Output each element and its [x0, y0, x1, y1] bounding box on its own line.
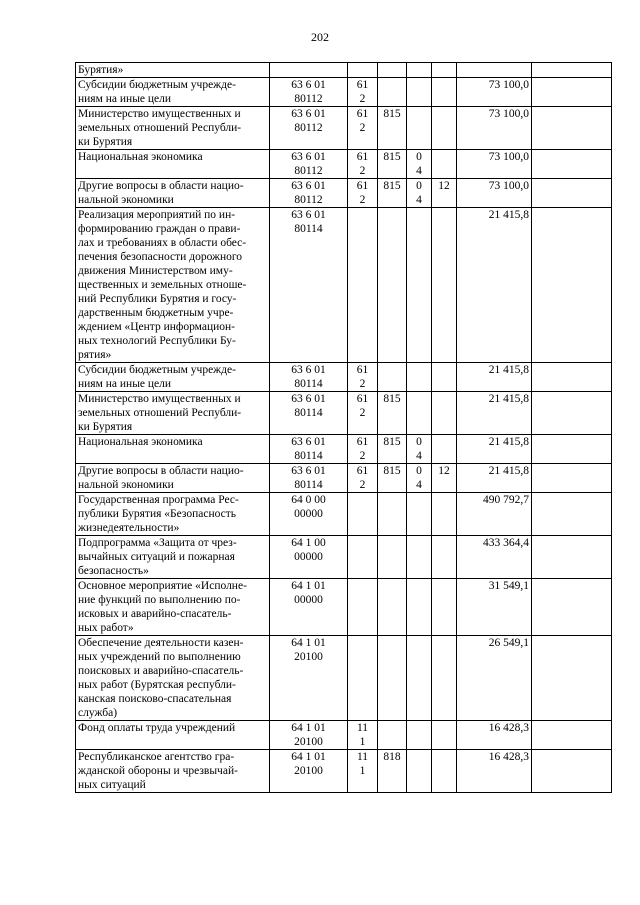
row-name-cell — [76, 78, 270, 107]
extra-cell — [532, 493, 612, 536]
amount: 16 428,3 — [488, 722, 529, 734]
amount-cell — [457, 579, 532, 636]
section-code-cell — [407, 536, 432, 579]
subsection-code-cell — [432, 150, 457, 179]
expense-type: 11 1 — [356, 722, 369, 748]
amount-cell — [457, 63, 532, 78]
section-code: 0 4 — [416, 465, 422, 491]
subsection-code-cell — [432, 721, 457, 750]
section-code-cell — [407, 579, 432, 636]
table-row — [76, 179, 612, 208]
row-name-cell — [76, 150, 270, 179]
row-name: Фонд оплаты труда учреждений — [78, 722, 236, 734]
target-code: 63 6 01 80112 — [291, 108, 326, 134]
administrator-code-cell — [378, 208, 407, 363]
subsection-code-cell — [432, 392, 457, 435]
table-row — [76, 750, 612, 793]
amount-cell — [457, 464, 532, 493]
target-code-cell — [270, 78, 348, 107]
extra-cell — [532, 179, 612, 208]
table-row — [76, 392, 612, 435]
expense-type: 11 1 — [356, 751, 369, 777]
target-code-cell — [270, 579, 348, 636]
extra-cell — [532, 579, 612, 636]
subsection-code-cell — [432, 636, 457, 721]
extra-cell — [532, 150, 612, 179]
expense-type-cell — [348, 464, 378, 493]
expense-type-cell — [348, 536, 378, 579]
extra-cell — [532, 536, 612, 579]
expense-type-cell — [348, 750, 378, 793]
expense-type: 61 2 — [356, 465, 369, 491]
row-name-cell — [76, 493, 270, 536]
target-code: 63 6 01 80114 — [291, 209, 326, 235]
target-code-cell — [270, 363, 348, 392]
target-code-cell — [270, 150, 348, 179]
target-code: 64 1 01 20100 — [291, 722, 326, 748]
administrator-code: 815 — [383, 108, 401, 120]
amount: 73 100,0 — [488, 151, 529, 163]
amount: 21 415,8 — [488, 209, 529, 221]
target-code-cell — [270, 536, 348, 579]
subsection-code-cell — [432, 78, 457, 107]
table-row — [76, 435, 612, 464]
section-code-cell — [407, 750, 432, 793]
subsection-code-cell — [432, 750, 457, 793]
target-code-cell — [270, 750, 348, 793]
amount-cell — [457, 493, 532, 536]
target-code: 64 1 00 00000 — [291, 537, 326, 563]
expense-type-cell — [348, 78, 378, 107]
target-code: 63 6 01 80112 — [291, 180, 326, 206]
extra-cell — [532, 721, 612, 750]
target-code: 63 6 01 80114 — [291, 465, 326, 491]
expense-type-cell — [348, 636, 378, 721]
amount-cell — [457, 78, 532, 107]
table-row — [76, 636, 612, 721]
expense-type: 61 2 — [356, 151, 369, 177]
row-name-cell — [76, 750, 270, 793]
administrator-code: 815 — [383, 465, 401, 477]
amount: 73 100,0 — [488, 108, 529, 120]
amount: 26 549,1 — [488, 637, 529, 649]
administrator-code-cell — [378, 435, 407, 464]
target-code: 63 6 01 80112 — [291, 151, 326, 177]
expense-type: 61 2 — [356, 79, 369, 105]
expense-type-cell — [348, 63, 378, 78]
administrator-code-cell — [378, 392, 407, 435]
subsection-code: 12 — [438, 465, 450, 477]
amount: 433 364,4 — [483, 537, 529, 549]
row-name: Основное мероприятие «Исполне- ние функций по выполнению по- исковых и аварийно-спасатель- ных работ» — [78, 580, 247, 634]
row-name-cell — [76, 208, 270, 363]
amount: 73 100,0 — [488, 79, 529, 91]
extra-cell — [532, 107, 612, 150]
administrator-code-cell — [378, 750, 407, 793]
subsection-code-cell — [432, 579, 457, 636]
target-code-cell — [270, 493, 348, 536]
subsection-code-cell — [432, 179, 457, 208]
row-name-cell — [76, 179, 270, 208]
row-name-cell — [76, 536, 270, 579]
administrator-code-cell — [378, 107, 407, 150]
section-code-cell — [407, 392, 432, 435]
amount: 21 415,8 — [488, 436, 529, 448]
row-name: Подпрограмма «Защита от чрез- вычайных ситуаций и пожарная безопасность» — [78, 537, 237, 577]
expense-type: 61 2 — [356, 108, 369, 134]
target-code: 64 1 01 20100 — [291, 637, 326, 663]
subsection-code-cell — [432, 493, 457, 536]
expense-type: 61 2 — [356, 364, 369, 390]
amount-cell — [457, 363, 532, 392]
expense-type-cell — [348, 392, 378, 435]
table-row — [76, 150, 612, 179]
row-name-cell — [76, 392, 270, 435]
target-code-cell — [270, 392, 348, 435]
table-row — [76, 363, 612, 392]
section-code: 0 4 — [416, 436, 422, 462]
administrator-code: 815 — [383, 393, 401, 405]
extra-cell — [532, 208, 612, 363]
target-code-cell — [270, 107, 348, 150]
amount-cell — [457, 392, 532, 435]
subsection-code-cell — [432, 536, 457, 579]
section-code: 0 4 — [416, 180, 422, 206]
section-code-cell — [407, 63, 432, 78]
section-code-cell — [407, 435, 432, 464]
target-code: 64 1 01 20100 — [291, 751, 326, 777]
section-code-cell — [407, 150, 432, 179]
amount-cell — [457, 107, 532, 150]
administrator-code-cell — [378, 721, 407, 750]
administrator-code-cell — [378, 363, 407, 392]
amount-cell — [457, 536, 532, 579]
row-name: Обеспечение деятельности казен- ных учреждений по выполнению поисковых и аварийно-спасатель- ных работ (Бурятская республи- канская поисково-спасательная служба) — [78, 637, 244, 719]
administrator-code-cell — [378, 536, 407, 579]
row-name-cell — [76, 435, 270, 464]
amount: 73 100,0 — [488, 180, 529, 192]
subsection-code-cell — [432, 63, 457, 78]
administrator-code-cell — [378, 493, 407, 536]
target-code-cell — [270, 208, 348, 363]
extra-cell — [532, 78, 612, 107]
administrator-code: 815 — [383, 151, 401, 163]
amount: 490 792,7 — [483, 494, 529, 506]
row-name-cell — [76, 721, 270, 750]
administrator-code-cell — [378, 579, 407, 636]
row-name-cell — [76, 579, 270, 636]
expense-type-cell — [348, 208, 378, 363]
amount-cell — [457, 179, 532, 208]
table-row — [76, 107, 612, 150]
section-code-cell — [407, 363, 432, 392]
target-code-cell — [270, 63, 348, 78]
table-row — [76, 579, 612, 636]
expense-type: 61 2 — [356, 393, 369, 419]
amount: 21 415,8 — [488, 393, 529, 405]
section-code-cell — [407, 208, 432, 363]
target-code: 63 6 01 80114 — [291, 393, 326, 419]
row-name: Национальная экономика — [78, 436, 203, 448]
row-name: Другие вопросы в области нацио- нальной экономики — [78, 465, 244, 491]
expense-type-cell — [348, 579, 378, 636]
row-name: Реализация мероприятий по ин- формированию граждан о прави- лах и требованиях в области обес- печения безопасности дорожного движения Министерством иму- щественных и земельных отноше- ний Республики Бурятия и госу- дарственным бюджетным учре- ждением «Центр информацион- ных технологий Республики Бу- рятия» — [78, 209, 247, 361]
administrator-code-cell — [378, 78, 407, 107]
row-name: Государственная программа Рес- публики Бурятия «Безопасность жизнедеятельности» — [78, 494, 239, 534]
section-code-cell — [407, 78, 432, 107]
expense-type-cell — [348, 179, 378, 208]
amount-cell — [457, 636, 532, 721]
amount: 21 415,8 — [488, 465, 529, 477]
target-code: 63 6 01 80112 — [291, 79, 326, 105]
table-row — [76, 78, 612, 107]
amount-cell — [457, 750, 532, 793]
row-name-cell — [76, 63, 270, 78]
amount-cell — [457, 150, 532, 179]
administrator-code-cell — [378, 636, 407, 721]
table-row — [76, 536, 612, 579]
administrator-code-cell — [378, 150, 407, 179]
row-name: Министерство имущественных и земельных отношений Республи- ки Бурятия — [78, 393, 242, 433]
administrator-code: 815 — [383, 436, 401, 448]
target-code-cell — [270, 721, 348, 750]
amount-cell — [457, 721, 532, 750]
section-code-cell — [407, 636, 432, 721]
expense-type-cell — [348, 721, 378, 750]
row-name: Другие вопросы в области нацио- нальной экономики — [78, 180, 244, 206]
administrator-code-cell — [378, 179, 407, 208]
table-row — [76, 464, 612, 493]
amount: 21 415,8 — [488, 364, 529, 376]
target-code-cell — [270, 435, 348, 464]
table-row — [76, 721, 612, 750]
table-row — [76, 493, 612, 536]
target-code: 63 6 01 80114 — [291, 436, 326, 462]
expense-type: 61 2 — [356, 180, 369, 206]
page-number: 202 — [311, 30, 329, 44]
row-name: Субсидии бюджетным учрежде- ниям на иные цели — [78, 364, 236, 390]
section-code-cell — [407, 721, 432, 750]
administrator-code-cell — [378, 63, 407, 78]
amount-cell — [457, 208, 532, 363]
row-name: Бурятия» — [78, 64, 124, 76]
row-name: Республиканское агентство гра- жданской обороны и чрезвычай- ных ситуаций — [78, 751, 238, 791]
row-name-cell — [76, 464, 270, 493]
amount: 31 549,1 — [488, 580, 529, 592]
target-code-cell — [270, 464, 348, 493]
expense-type-cell — [348, 435, 378, 464]
row-name: Министерство имущественных и земельных отношений Республи- ки Бурятия — [78, 108, 242, 148]
subsection-code-cell — [432, 435, 457, 464]
extra-cell — [532, 435, 612, 464]
section-code: 0 4 — [416, 151, 422, 177]
extra-cell — [532, 63, 612, 78]
target-code: 64 0 00 00000 — [291, 494, 326, 520]
administrator-code-cell — [378, 464, 407, 493]
budget-table — [75, 62, 612, 793]
subsection-code-cell — [432, 107, 457, 150]
amount-cell — [457, 435, 532, 464]
expense-type-cell — [348, 150, 378, 179]
target-code-cell — [270, 636, 348, 721]
extra-cell — [532, 636, 612, 721]
row-name-cell — [76, 363, 270, 392]
subsection-code-cell — [432, 363, 457, 392]
subsection-code-cell — [432, 208, 457, 363]
extra-cell — [532, 392, 612, 435]
administrator-code: 818 — [383, 751, 401, 763]
extra-cell — [532, 464, 612, 493]
target-code-cell — [270, 179, 348, 208]
row-name: Субсидии бюджетным учрежде- ниям на иные цели — [78, 79, 236, 105]
row-name-cell — [76, 636, 270, 721]
row-name: Национальная экономика — [78, 151, 203, 163]
administrator-code: 815 — [383, 180, 401, 192]
extra-cell — [532, 750, 612, 793]
expense-type: 61 2 — [356, 436, 369, 462]
section-code-cell — [407, 107, 432, 150]
subsection-code: 12 — [438, 180, 450, 192]
table-row — [76, 63, 612, 78]
extra-cell — [532, 363, 612, 392]
subsection-code-cell — [432, 464, 457, 493]
expense-type-cell — [348, 363, 378, 392]
target-code: 63 6 01 80114 — [291, 364, 326, 390]
target-code: 64 1 01 00000 — [291, 580, 326, 606]
section-code-cell — [407, 179, 432, 208]
amount: 16 428,3 — [488, 751, 529, 763]
budget-table-body — [76, 63, 612, 793]
section-code-cell — [407, 464, 432, 493]
expense-type-cell — [348, 493, 378, 536]
section-code-cell — [407, 493, 432, 536]
table-row — [76, 208, 612, 363]
expense-type-cell — [348, 107, 378, 150]
row-name-cell — [76, 107, 270, 150]
